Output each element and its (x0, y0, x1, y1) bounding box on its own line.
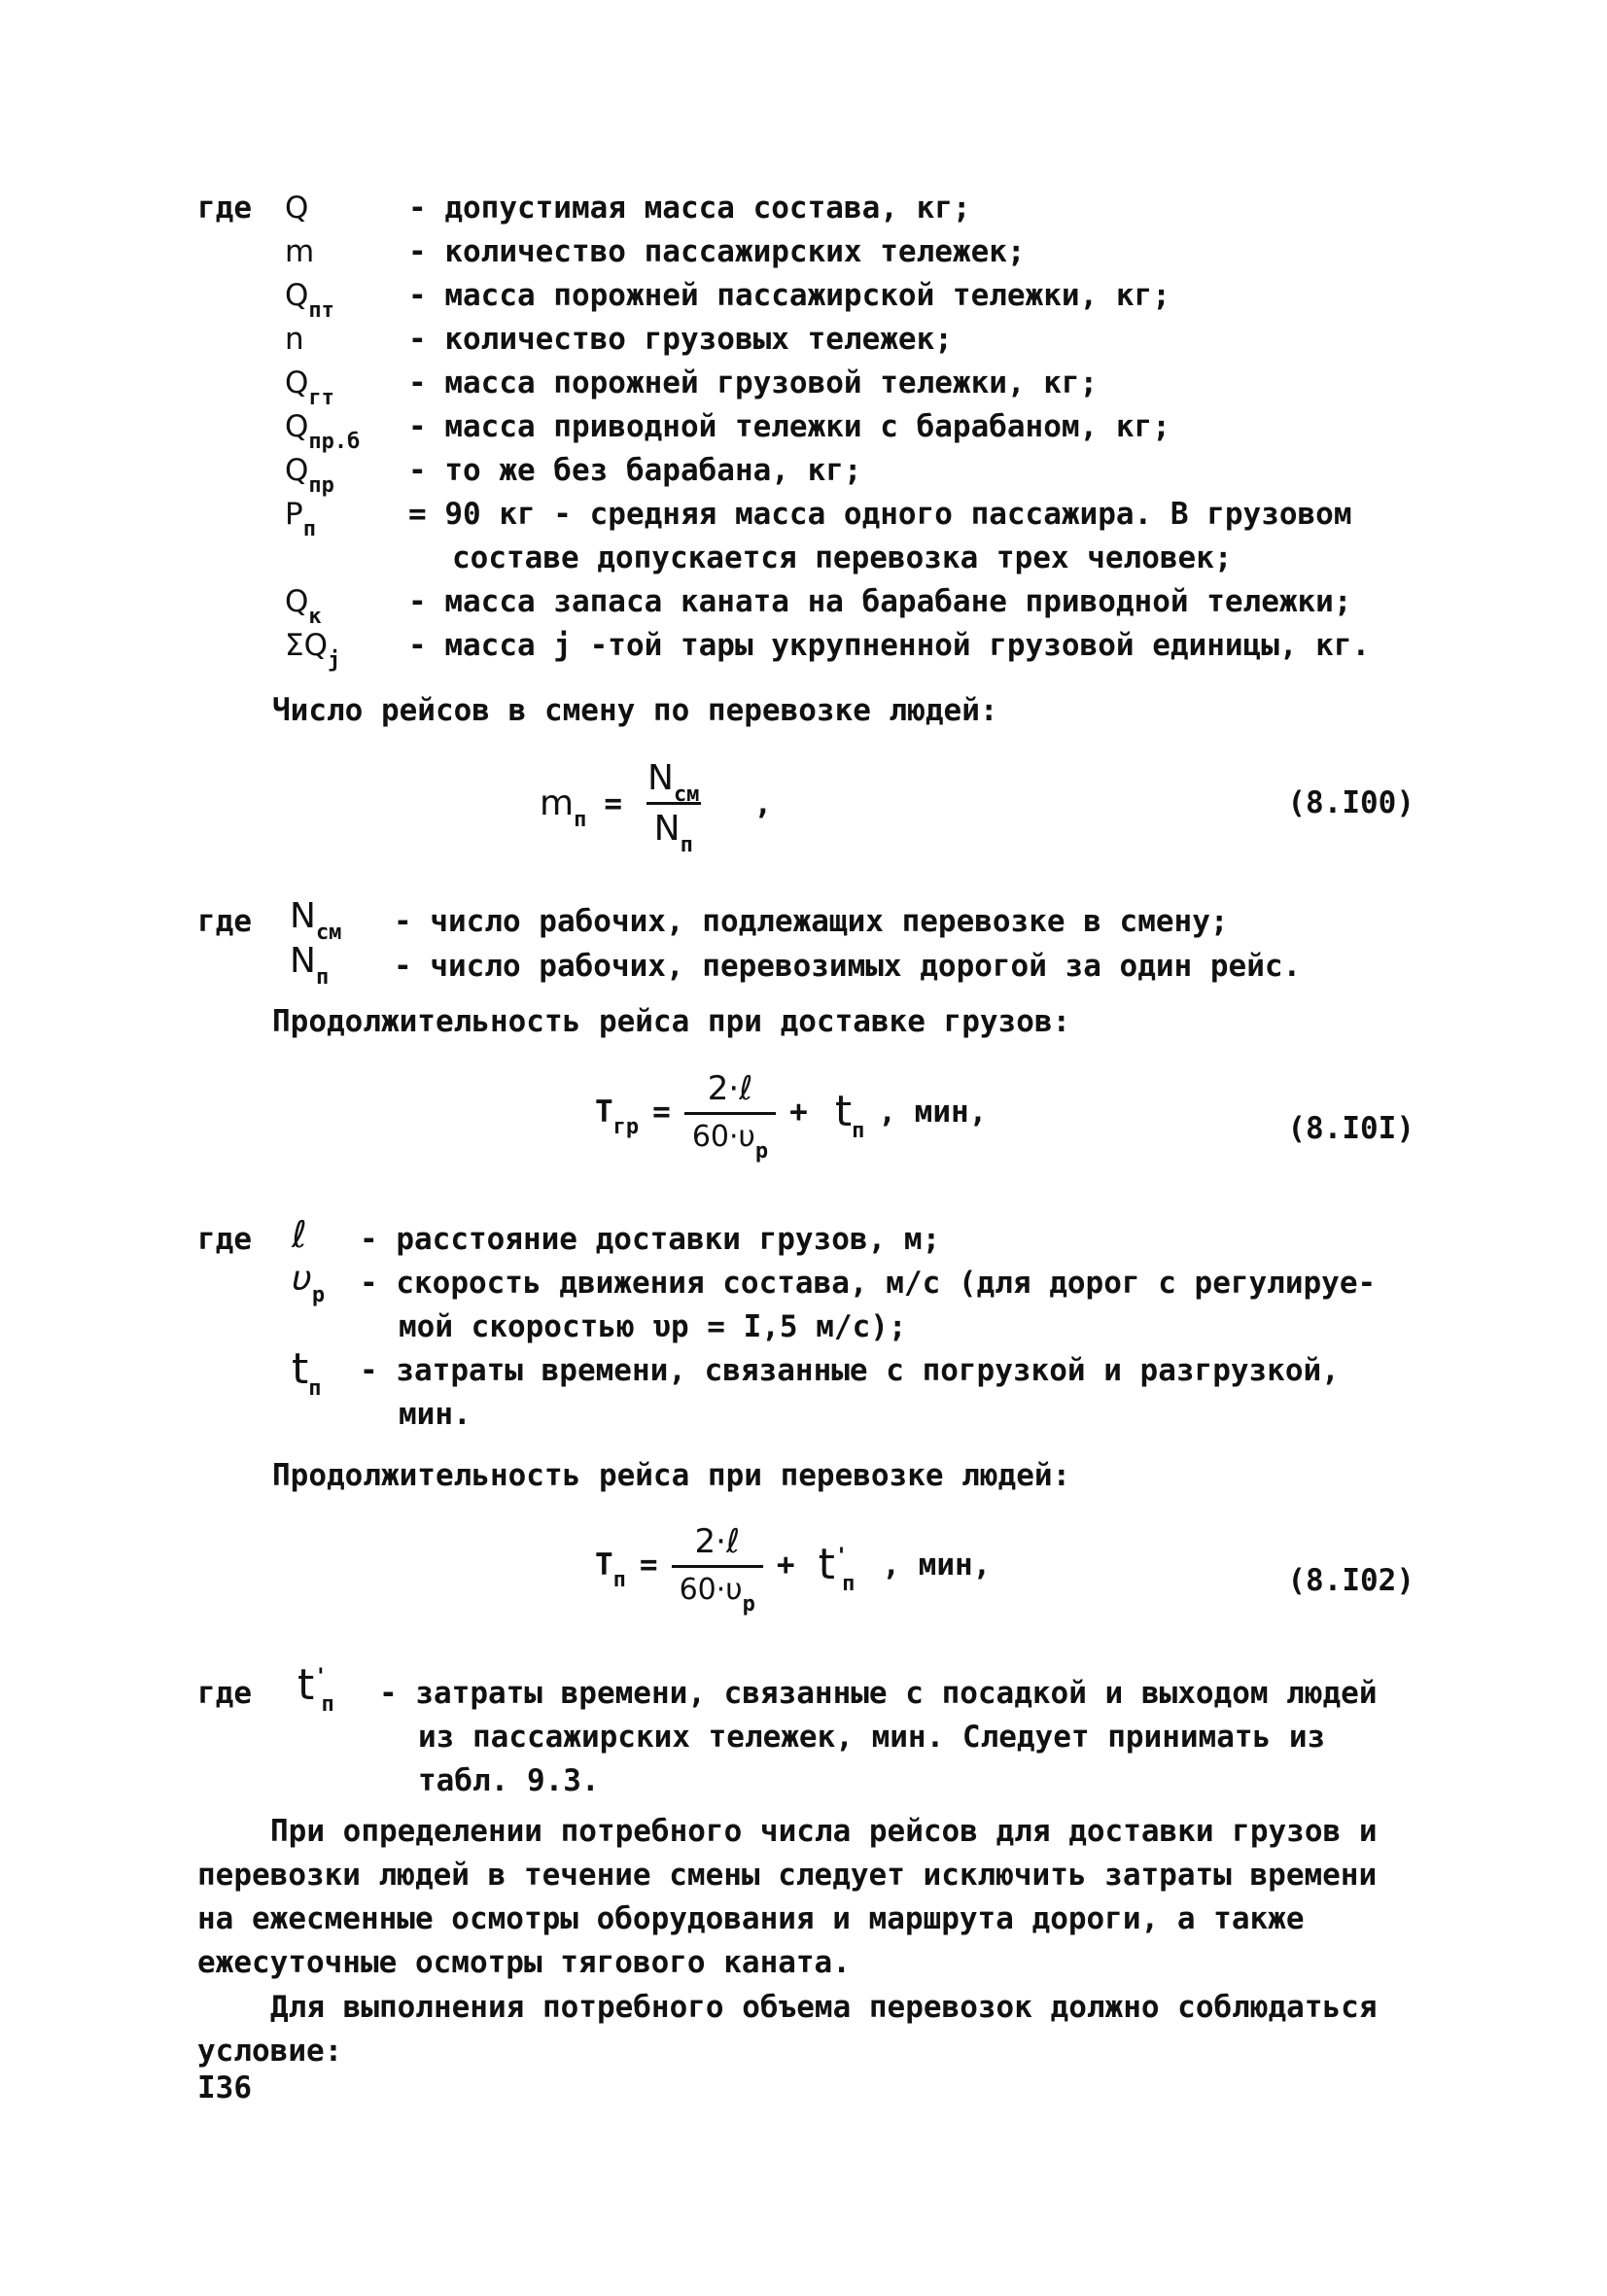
def-text: - допустимая масса состава, кг; (408, 191, 971, 226)
eq100-eq-sign: = (604, 785, 622, 821)
eq100-fraction: $\frac{N_{см}}{N_п}$ (647, 758, 700, 857)
def-text: - масса j -той тары укрупненной грузовой единицы, кг. (408, 628, 1371, 663)
eq102-unit: , мин, (882, 1547, 992, 1583)
eq101-plus: + (789, 1094, 808, 1130)
def-text: = 90 кг - средняя масса одного пассажира. В грузовом (408, 497, 1352, 532)
def-text: - масса порожней пассажирской тележки, кг; (408, 278, 1170, 313)
eq101-t-term: $t_п$ (834, 1087, 865, 1143)
def-symbol: $P_п$ (285, 497, 316, 541)
def-symbol: $Q_{пр.б}$ (285, 409, 361, 454)
def-symbol: $Q_{пр}$ (285, 453, 334, 498)
equation-8-101 (595, 1069, 988, 1164)
def-symbol: $Q_к$ (285, 584, 322, 629)
eq101-eq-sign: = (652, 1094, 671, 1130)
def-text: - число рабочих, подлежащих перевозке в смену; (394, 904, 1229, 939)
equation-8-102 (595, 1522, 992, 1617)
def-text: - затраты времени, связанные с посадкой и выходом людей (379, 1676, 1378, 1711)
def-text: - то же без барабана, кг; (408, 453, 862, 488)
where-label-1: где (197, 191, 252, 226)
intro-people: Продолжительность рейса при перевозке людей: (272, 1458, 1071, 1493)
def-text-continued: составе допускается перевозка трех человек; (452, 540, 1233, 575)
def-symbol: $t_п$ (292, 1344, 322, 1401)
def-text: - масса запаса каната на барабане приводной тележки; (408, 584, 1352, 619)
def-symbol: m (285, 234, 315, 269)
def-symbol: $\Sigma Q_j$ (285, 628, 341, 673)
paragraph-1: При определении потребного числа рейсов для доставки грузов и перевозки людей в течение смены следует исключить затраты времени на ежесменные осмотры оборудования и маршрута дороги, а также ежесуточные осмотры тягового каната. (197, 1814, 1378, 1980)
eq102-eq-sign: = (639, 1547, 658, 1583)
def-symbol: $Q_{пт}$ (285, 278, 334, 323)
eq102-t-term: $t'_п$ (818, 1540, 856, 1596)
eq100-lhs: $m_п$ (540, 783, 587, 832)
def-text: - число рабочих, перевозимых дорогой за один рейс. (394, 949, 1302, 984)
def-text: - масса приводной тележки с барабаном, кг; (408, 409, 1170, 444)
eq102-number: (8.I02) (1287, 1563, 1415, 1598)
def-text: - скорость движения состава, м/с (для дорог с регулируе- (360, 1266, 1377, 1301)
def-text: - затраты времени, связанные с погрузкой и разгрузкой, (360, 1353, 1340, 1388)
def-symbol: $Q_{гт}$ (285, 365, 334, 410)
eq101-fraction: $\frac{\text{2·ℓ}}{60\cdot\upsilon_р}$ (684, 1069, 776, 1154)
eq101-number: (8.I0I) (1287, 1111, 1415, 1146)
where-label-4: где (197, 1676, 252, 1711)
intro-trips: Число рейсов в смену по перевозке людей: (272, 693, 998, 728)
eq101-lhs: $T_{гр}$ (595, 1094, 640, 1139)
def-text-continued: табл. 9.3. (418, 1763, 600, 1798)
def-symbol: $N_п$ (290, 941, 330, 990)
def-symbol: n (285, 322, 304, 357)
def-text-continued: из пассажирских тележек, мин. Следует принимать из (418, 1720, 1326, 1755)
where-label-3: где (197, 1222, 252, 1257)
where-label-2: где (197, 904, 252, 939)
def-text-continued: мой скоростью υр = I,5 м/с); (399, 1309, 907, 1344)
eq102-fraction: $\frac{\text{2·ℓ}}{60\cdot\upsilon_р}$ (672, 1522, 763, 1607)
eq100-comma: , (753, 785, 773, 821)
equation-8-100 (540, 758, 773, 857)
def-symbol: ℓ (292, 1213, 307, 1256)
def-text: - количество грузовых тележек; (408, 322, 953, 357)
page-number: I36 (197, 2070, 252, 2105)
eq100-number: (8.I00) (1287, 785, 1415, 820)
def-symbol: $\upsilon_р$ (292, 1259, 326, 1307)
paragraph-2: Для выполнения потребного объема перевозок должно соблюдаться условие: (197, 1990, 1378, 2069)
def-symbol: $N_{см}$ (290, 896, 342, 945)
eq102-plus: + (776, 1547, 795, 1583)
intro-cargo: Продолжительность рейса при доставке грузов: (272, 1004, 1071, 1039)
eq102-lhs: $T_п$ (595, 1547, 626, 1592)
def-text: - масса порожней грузовой тележки, кг; (408, 365, 1099, 400)
def-text-continued: мин. (399, 1397, 472, 1432)
def-symbol: Q (285, 191, 309, 226)
def-text: - расстояние доставки грузов, м; (360, 1222, 941, 1257)
def-text: - количество пассажирских тележек; (408, 234, 1026, 269)
def-symbol: $t'_п$ (297, 1660, 334, 1717)
eq101-unit: , мин, (878, 1094, 988, 1130)
